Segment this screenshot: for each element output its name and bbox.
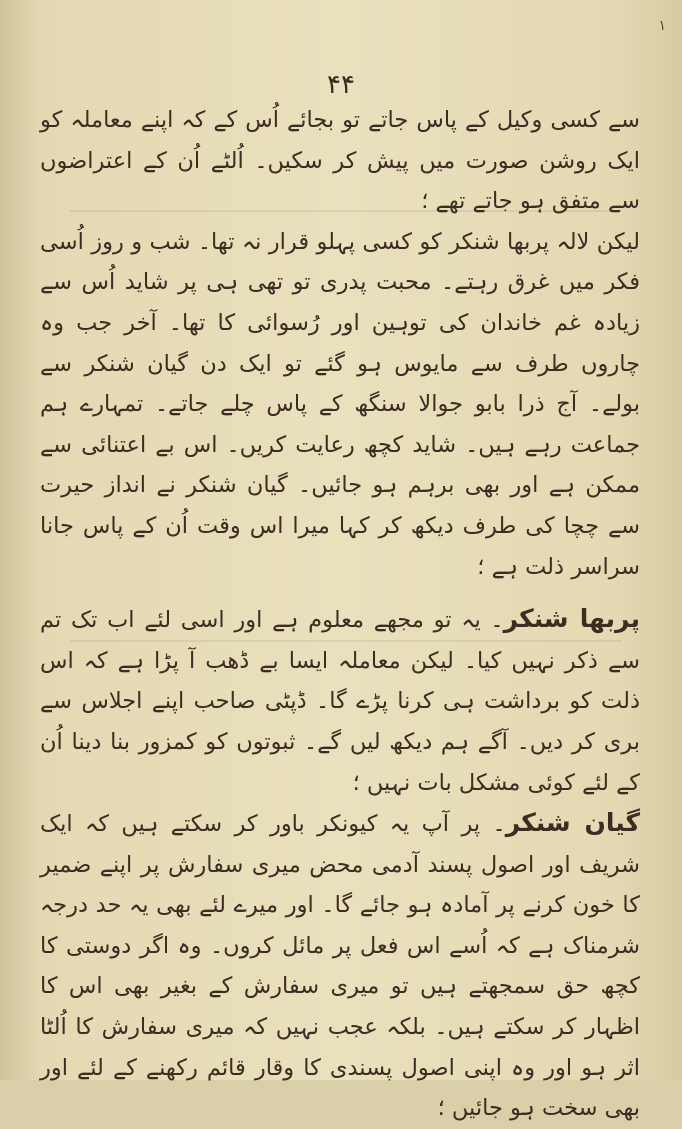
dialogue-text: ۔ پر آپ یہ کیونکر باور کر سکتے ہیں کہ ایک شریف اور اصول پسند آدمی محض میری سفارش پر اپنے ضمیر کا خون کرنے پر آمادہ ہو جائے گا۔ اور میرے لئے بھی یہ حد درجہ شرمناک ہے کہ اُسے اس فعل پر مائل کروں۔ وہ اگر دوستی کا کچھ حق سمجھتے ہیں تو میری سفارش کے بغیر بھی اس کا اظہار کر سکتے ہیں۔ بلکہ عجب نہیں کہ میری سفارش کا اُلٹا اثر ہو اور وہ اپنی اصول پسندی کا وقار قائم رکھنے کے لئے اور بھی سخت ہو جائیں ؛	[40, 811, 640, 1122]
corner-mark: ۱	[658, 18, 666, 34]
page-number: ۴۴	[327, 70, 355, 100]
dialogue-paragraph	[40, 599, 640, 803]
speaker-name: پربھا شنکر	[503, 604, 640, 634]
speaker-name: گیان شنکر	[505, 808, 640, 838]
body-text	[40, 100, 640, 1129]
dialogue-paragraph	[40, 803, 640, 1129]
paragraph: سے کسی وکیل کے پاس جاتے تو بجائے اُس کے کہ اپنے معاملہ کو ایک روشن صورت میں پیش کر سکیں۔ اُلٹے اُن کے اعتراضوں سے متفق ہو جاتے تھے ؛	[40, 107, 640, 215]
paragraph: لیکن لالہ پربھا شنکر کو کسی پہلو قرار نہ تھا۔ شب و روز اُسی فکر میں غرق رہتے۔ محبت پدری تو تھی ہی پر شاید اُس سے زیادہ غم خاندان کی توہین اور رُسوائی کا تھا۔ آخر جب وہ چاروں طرف سے مایوس ہو گئے تو ایک دن گیان شنکر سے بولے۔ آج ذرا بابو جوالا سنگھ کے پاس چلے جاتے۔ تمہارے ہم جماعت رہے ہیں۔ شاید کچھ رعایت کریں۔ اس بے اعتنائی سے ممکن ہے اور بھی برہم ہو جائیں۔ گیان شنکر نے انداز حیرت سے چچا کی طرف دیکھ کر کہا میرا اس وقت اُن کے پاس جانا سراسر ذلت ہے ؛	[40, 228, 640, 580]
dialogue-text: ۔ یہ تو مجھے معلوم ہے اور اسی لئے اب تک تم سے ذکر نہیں کیا۔ لیکن معاملہ ایسا بے ڈھب آ پڑا ہے کہ اس ذلت کو برداشت ہی کرنا پڑے گا۔ ڈپٹی صاحب اپنے اجلاس سے بری کر دیں۔ آگے ہم دیکھ لیں گے۔ ثبوتوں کو کمزور بنا دینا اُن کے لئے کوئی مشکل بات نہیں ؛	[40, 607, 640, 796]
